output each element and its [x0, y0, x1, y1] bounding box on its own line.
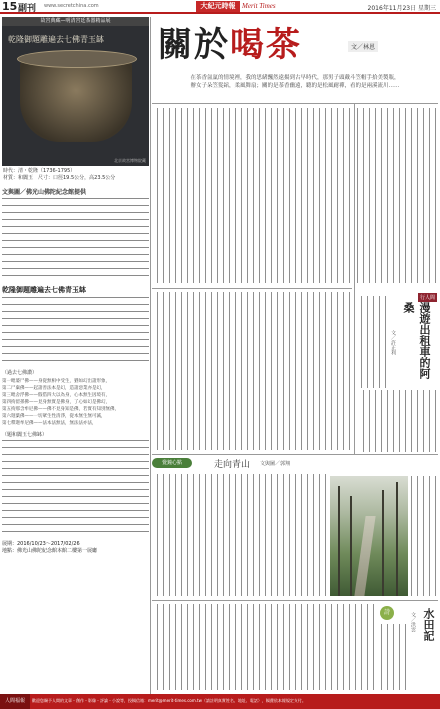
footer-text: 歡迎您賜予人間的文章・創作・影像・評論・小說等，投稿信箱：merit@merit-times.com.tw（請註明真實姓名、地址、電話），稿費依本報規定支付。: [32, 698, 306, 703]
bottom-article-author: 文／洪雲: [410, 612, 416, 632]
main-intro: [152, 74, 438, 102]
issue-date: 2016年11月23日 星期三: [367, 5, 436, 12]
page-number: 15: [2, 0, 18, 13]
list-item: 第四拘留孫佛——見身無實是佛身，了心如幻是佛幻，: [2, 400, 110, 405]
poem-seal-icon: 詩: [380, 606, 394, 620]
english-title: Merit Times: [242, 2, 276, 10]
side-article-author: 文／許正利: [390, 330, 396, 355]
main-article-text-lower: [154, 292, 350, 450]
photo-meta-material: 材質：和闐玉 尺寸：口徑19.5公分，高23.5公分: [3, 175, 116, 181]
side-article-text: [358, 390, 436, 452]
side-article-title: 漫遊出租車的阿桑: [402, 302, 431, 379]
photo-overlay-title: 乾隆御題雕遍去七佛青玉缽: [8, 35, 104, 44]
left-article-body-2: [2, 297, 149, 367]
left-article-heading: 乾隆御題雕遍去七佛青玉缽: [2, 285, 86, 294]
left-divider: [150, 17, 151, 694]
footer-label: 人間福報: [0, 694, 30, 709]
section-rule: [152, 454, 438, 455]
green-article-label: 覺鐘心點: [152, 458, 192, 468]
bottom-article-title: 水田記: [422, 608, 435, 641]
green-article-author: 文與圖／郭翔: [260, 461, 291, 467]
page-header: [0, 0, 440, 14]
photo-credit: 北京故宮博物院藏: [114, 158, 146, 163]
main-article-rule: [152, 288, 352, 289]
bottom-poem-text-right: [380, 624, 406, 690]
forest-photo: [330, 476, 408, 596]
list-item: 第五拘那含牟尼佛——佛不見身知是佛，若實有知別無佛，: [2, 407, 119, 412]
list-item: 第七釋迦牟尼佛——法本法無法，無法法亦法，: [2, 421, 97, 426]
header-url: www.secretchina.com: [44, 3, 99, 9]
right-divider: [354, 104, 355, 454]
bottom-rule: [152, 600, 438, 601]
list-item: 第一毗婆尸佛——身從無相中受生，猶如幻出諸形象，: [2, 379, 110, 384]
jade-bowl-photo: [2, 26, 149, 166]
photo-meta-era: 時代：清・乾隆（1736-1795）: [3, 168, 76, 174]
left-article-byline: 文與圖／佛光山佛陀紀念館提供: [2, 189, 87, 196]
list-item: 第二尸棄佛——起諸善法本是幻，造諸惡業亦是幻，: [2, 386, 106, 391]
green-article-title: 走向青山: [214, 460, 251, 470]
main-title: 關於喝茶: [158, 25, 302, 65]
green-article-text: [154, 474, 326, 596]
poem-title: （題和闐玉七佛缽）: [2, 432, 48, 438]
photo-meta: [2, 166, 149, 184]
forest-path: [354, 516, 375, 596]
green-article-text-right: [410, 476, 436, 596]
main-article-text-right: [356, 108, 436, 283]
side-article-text-top: [358, 296, 386, 388]
intro-line-1: 在茶香氤氳的情境裡，我的思緒飄然遠揚到古早時代，那男子頭戴斗笠帽手拾美製瓶，: [190, 75, 400, 81]
bottom-poem-text: [154, 604, 374, 690]
section-name: 副刊: [18, 4, 37, 14]
exhibit-dates: 展期：2016/10/23～2017/02/26: [2, 541, 80, 547]
main-title-block: [152, 17, 438, 75]
newspaper-logo: 大紀元時報: [196, 1, 240, 12]
side-article-tag: 行人間: [420, 295, 436, 301]
list-item: 第三毗舍浮佛——假借四大以為身，心本無生因境有，: [2, 393, 110, 398]
jade-bowl-image: [20, 56, 132, 142]
seven-buddhas-list: [2, 378, 149, 427]
page-footer: [0, 694, 440, 709]
seven-buddhas-list-title: （過去七佛讚）: [2, 370, 38, 376]
main-article-text-upper: [154, 108, 350, 283]
intro-rule: [152, 103, 438, 104]
left-article-body-1: [2, 198, 149, 282]
green-article-banner: [152, 456, 302, 470]
left-column: [2, 17, 149, 689]
photo-top-caption: 故宮典藏—明清宮廷茶器精品展: [2, 17, 149, 26]
intro-line-2: 辦女子朵笠髮綰，柔風舞扇；關的是茶香幽遠，聽的是松風耐禪，看的是兩溪流川……: [190, 83, 400, 89]
list-item: 第六迦葉佛——一切眾生性清淨，從本無生無可滅，: [2, 414, 106, 419]
poem-body: [2, 440, 149, 538]
main-author: 文／林恩: [348, 41, 378, 52]
exhibit-location: 地點：佛光山佛陀紀念館本館二樓第一展廳: [2, 548, 98, 554]
